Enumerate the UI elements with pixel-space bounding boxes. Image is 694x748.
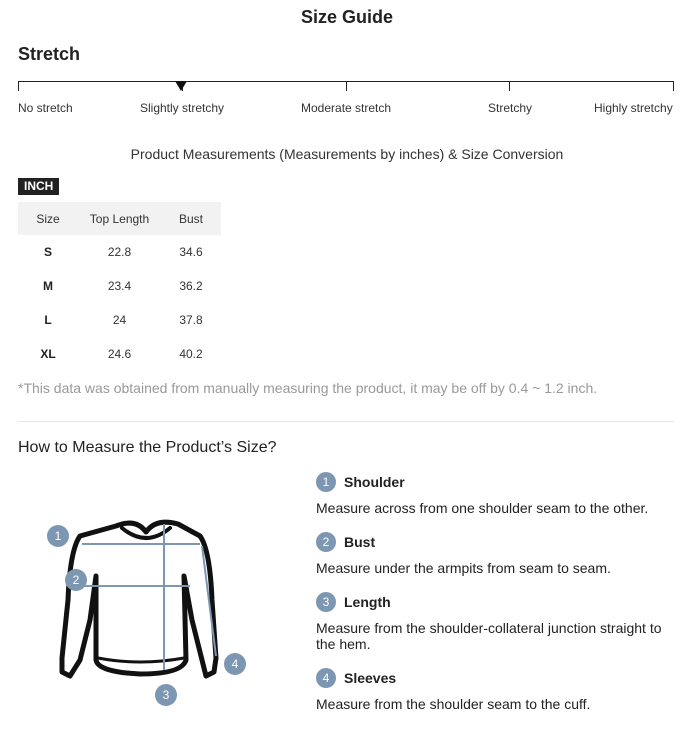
stretch-tick	[18, 81, 19, 91]
guide-item-title: Sleeves	[344, 670, 397, 686]
marker-2	[65, 569, 87, 591]
svg-text:3: 3	[162, 688, 170, 702]
stretch-label-moderate: Moderate stretch	[301, 101, 392, 115]
stretch-heading: Stretch	[18, 44, 81, 64]
size-cell: S	[43, 245, 52, 259]
table-row	[18, 235, 221, 269]
svg-text:1: 1	[54, 529, 62, 543]
table-row	[18, 269, 221, 303]
sweater-diagram	[40, 510, 260, 710]
svg-text:4: 4	[231, 657, 239, 671]
guide-item-title: Shoulder	[344, 474, 405, 490]
guide-item-description: Measure from the shoulder seam to the cuff.	[316, 696, 591, 712]
number-badge: 3	[316, 592, 336, 612]
bust-cell: 37.8	[179, 313, 203, 327]
guide-item-title: Length	[344, 594, 391, 610]
unit-badge[interactable]: INCH	[18, 178, 59, 195]
bust-cell: 36.2	[179, 279, 203, 293]
stretch-tick	[673, 81, 674, 91]
bust-cell: 40.2	[179, 347, 203, 361]
column-header-top-length: Top Length	[78, 202, 161, 235]
bust-cell: 34.6	[179, 245, 203, 259]
guide-item-description: Measure from the shoulder-collateral junction straight to the hem.	[316, 620, 662, 652]
number-badge: 4	[316, 668, 336, 688]
guide-item-description: Measure under the armpits from seam to seam.	[316, 560, 611, 576]
stretch-tick	[509, 81, 510, 91]
top-length-cell: 24	[112, 313, 127, 327]
guide-item-bust	[316, 532, 676, 576]
size-cell: L	[44, 313, 52, 327]
marker-1	[47, 525, 69, 547]
column-header-size: Size	[18, 202, 78, 235]
stretch-selected-marker	[175, 81, 187, 91]
guide-item-length	[316, 592, 676, 652]
stretch-tick	[346, 81, 347, 91]
size-cell: XL	[40, 347, 56, 361]
top-length-cell: 22.8	[107, 245, 132, 259]
column-header-bust: Bust	[161, 202, 221, 235]
marker-3	[155, 684, 177, 706]
size-cell: M	[43, 279, 53, 293]
size-table	[18, 202, 221, 371]
number-badge: 1	[316, 472, 336, 492]
number-badge: 2	[316, 532, 336, 552]
top-length-cell: 24.6	[107, 347, 132, 361]
guide-item-description: Measure across from one shoulder seam to the other.	[316, 500, 649, 516]
marker-4	[224, 653, 246, 675]
table-row	[18, 337, 221, 371]
stretch-label-high: Highly stretchy	[594, 101, 673, 115]
measurement-note: *This data was obtained from manually measuring the product, it may be off by 0.4 ~ 1.2 inch.	[18, 380, 598, 396]
stretch-label-slight: Slightly stretchy	[140, 101, 225, 115]
top-length-cell: 23.4	[107, 279, 132, 293]
page-title: Size Guide	[300, 7, 394, 27]
section-divider	[18, 421, 674, 422]
svg-text:2: 2	[72, 573, 80, 587]
sweater-outline	[62, 522, 216, 676]
table-row	[18, 303, 221, 337]
guide-item-shoulder	[316, 472, 676, 516]
stretch-label-stretchy: Stretchy	[488, 101, 533, 115]
stretch-scale	[18, 80, 674, 120]
how-to-measure-title: How to Measure the Product’s Size?	[18, 439, 277, 456]
guide-item-title: Bust	[344, 534, 376, 550]
measurements-caption: Product Measurements (Measurements by inches) & Size Conversion	[130, 146, 564, 162]
stretch-label-none: No stretch	[18, 101, 73, 115]
sweater-hem	[98, 658, 184, 662]
table-header-row	[18, 202, 221, 235]
guide-item-sleeves	[316, 668, 676, 712]
